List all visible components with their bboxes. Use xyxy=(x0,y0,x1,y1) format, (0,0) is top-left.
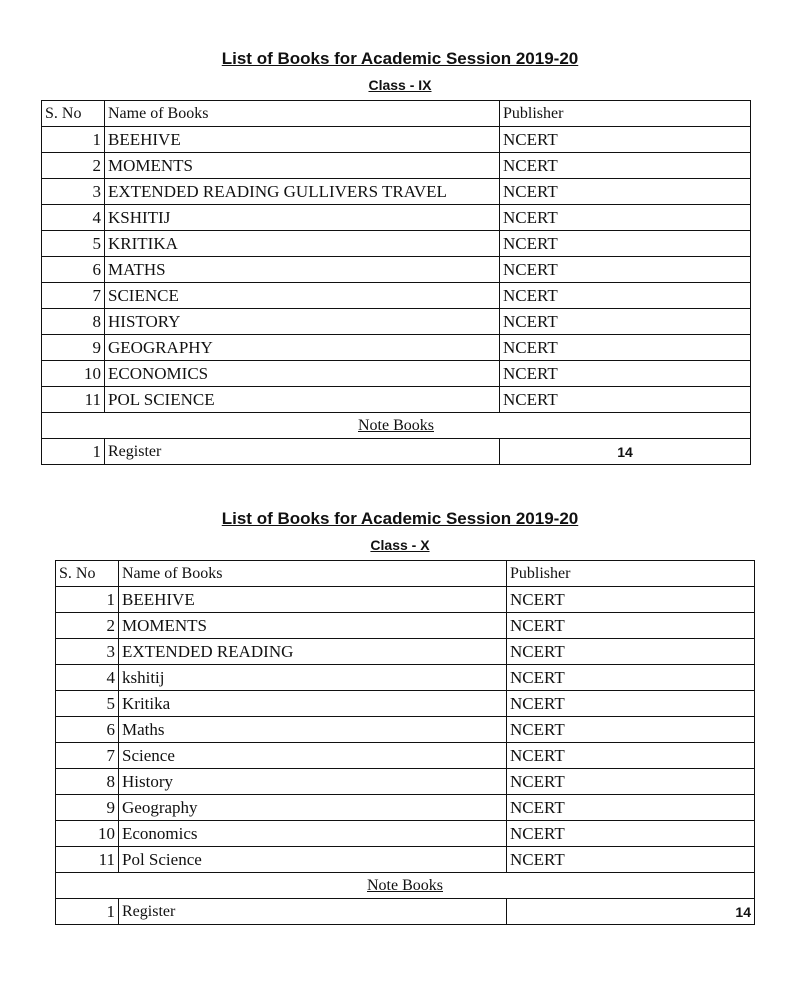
book-publisher: NCERT xyxy=(507,639,755,665)
book-publisher: NCERT xyxy=(507,665,755,691)
table-row xyxy=(56,613,755,639)
book-sno: 11 xyxy=(56,847,119,873)
book-name: MATHS xyxy=(105,257,500,283)
note-books-heading-row xyxy=(42,413,751,439)
table-row xyxy=(56,795,755,821)
book-publisher: NCERT xyxy=(500,283,751,309)
book-name: KRITIKA xyxy=(105,231,500,257)
books-table xyxy=(55,560,755,925)
book-sno: 7 xyxy=(56,743,119,769)
note-books-heading: Note Books xyxy=(42,413,751,439)
table-row xyxy=(42,179,751,205)
book-sno: 10 xyxy=(56,821,119,847)
book-rows xyxy=(42,127,751,413)
book-publisher: NCERT xyxy=(500,179,751,205)
book-name: Economics xyxy=(119,821,507,847)
table-row xyxy=(42,127,751,153)
book-publisher: NCERT xyxy=(500,231,751,257)
book-publisher: NCERT xyxy=(507,613,755,639)
book-publisher: NCERT xyxy=(500,127,751,153)
book-name: MOMENTS xyxy=(105,153,500,179)
note-book-row xyxy=(42,439,751,465)
table-row xyxy=(42,153,751,179)
section-title: List of Books for Academic Session 2019-20 xyxy=(221,509,579,528)
table-row xyxy=(56,847,755,873)
table-row xyxy=(42,231,751,257)
header-name: Name of Books xyxy=(105,101,500,127)
book-name: kshitij xyxy=(119,665,507,691)
note-book-sno: 1 xyxy=(56,899,119,925)
note-book-sno: 1 xyxy=(42,439,105,465)
class-ix-section xyxy=(0,44,800,461)
header-sno: S. No xyxy=(56,561,119,587)
note-book-name: Register xyxy=(105,439,500,465)
book-sno: 6 xyxy=(42,257,105,283)
book-publisher: NCERT xyxy=(500,153,751,179)
book-publisher: NCERT xyxy=(507,821,755,847)
book-publisher: NCERT xyxy=(500,257,751,283)
note-books-heading-row xyxy=(56,873,755,899)
book-name: GEOGRAPHY xyxy=(105,335,500,361)
table-header-row xyxy=(42,101,751,127)
book-sno: 8 xyxy=(42,309,105,335)
table-row xyxy=(42,283,751,309)
book-sno: 4 xyxy=(56,665,119,691)
book-name: Kritika xyxy=(119,691,507,717)
book-publisher: NCERT xyxy=(507,847,755,873)
table-header-row xyxy=(56,561,755,587)
book-sno: 8 xyxy=(56,769,119,795)
book-name: BEEHIVE xyxy=(105,127,500,153)
note-book-qty: 14 xyxy=(500,439,751,465)
table-row xyxy=(56,587,755,613)
book-name: ECONOMICS xyxy=(105,361,500,387)
table-row xyxy=(42,361,751,387)
book-publisher: NCERT xyxy=(507,587,755,613)
header-publisher: Publisher xyxy=(507,561,755,587)
book-name: KSHITIJ xyxy=(105,205,500,231)
books-table xyxy=(41,100,751,465)
table-row xyxy=(56,769,755,795)
table-row xyxy=(42,335,751,361)
book-sno: 2 xyxy=(56,613,119,639)
class-label: Class - IX xyxy=(368,77,432,93)
book-sno: 1 xyxy=(42,127,105,153)
book-publisher: NCERT xyxy=(507,717,755,743)
book-publisher: NCERT xyxy=(500,309,751,335)
table-row xyxy=(56,691,755,717)
header-name: Name of Books xyxy=(119,561,507,587)
class-x-section xyxy=(0,504,800,921)
table-row xyxy=(42,387,751,413)
table-row xyxy=(56,665,755,691)
book-name: Geography xyxy=(119,795,507,821)
book-publisher: NCERT xyxy=(507,743,755,769)
class-label: Class - X xyxy=(370,537,430,553)
book-name: POL SCIENCE xyxy=(105,387,500,413)
book-sno: 9 xyxy=(42,335,105,361)
table-row xyxy=(42,205,751,231)
book-publisher: NCERT xyxy=(507,691,755,717)
book-sno: 3 xyxy=(56,639,119,665)
table-row xyxy=(56,717,755,743)
book-publisher: NCERT xyxy=(500,335,751,361)
book-name: Science xyxy=(119,743,507,769)
table-row xyxy=(56,743,755,769)
book-sno: 6 xyxy=(56,717,119,743)
book-publisher: NCERT xyxy=(500,387,751,413)
book-name: SCIENCE xyxy=(105,283,500,309)
book-sno: 3 xyxy=(42,179,105,205)
book-sno: 5 xyxy=(42,231,105,257)
book-rows xyxy=(56,587,755,873)
book-name: EXTENDED READING xyxy=(119,639,507,665)
book-name: Maths xyxy=(119,717,507,743)
note-books-heading: Note Books xyxy=(56,873,755,899)
book-name: Pol Science xyxy=(119,847,507,873)
book-name: History xyxy=(119,769,507,795)
book-publisher: NCERT xyxy=(507,769,755,795)
table-row xyxy=(56,639,755,665)
section-title: List of Books for Academic Session 2019-20 xyxy=(221,49,579,68)
note-book-name: Register xyxy=(119,899,507,925)
book-sno: 1 xyxy=(56,587,119,613)
header-publisher: Publisher xyxy=(500,101,751,127)
table-row xyxy=(56,821,755,847)
book-name: EXTENDED READING GULLIVERS TRAVEL xyxy=(105,179,500,205)
book-name: HISTORY xyxy=(105,309,500,335)
book-sno: 5 xyxy=(56,691,119,717)
header-sno: S. No xyxy=(42,101,105,127)
table-row xyxy=(42,257,751,283)
book-name: BEEHIVE xyxy=(119,587,507,613)
book-publisher: NCERT xyxy=(507,795,755,821)
book-sno: 2 xyxy=(42,153,105,179)
note-book-qty: 14 xyxy=(507,899,755,925)
book-name: MOMENTS xyxy=(119,613,507,639)
book-publisher: NCERT xyxy=(500,205,751,231)
note-book-row xyxy=(56,899,755,925)
book-sno: 11 xyxy=(42,387,105,413)
book-publisher: NCERT xyxy=(500,361,751,387)
book-sno: 9 xyxy=(56,795,119,821)
book-sno: 10 xyxy=(42,361,105,387)
table-row xyxy=(42,309,751,335)
book-sno: 7 xyxy=(42,283,105,309)
book-sno: 4 xyxy=(42,205,105,231)
